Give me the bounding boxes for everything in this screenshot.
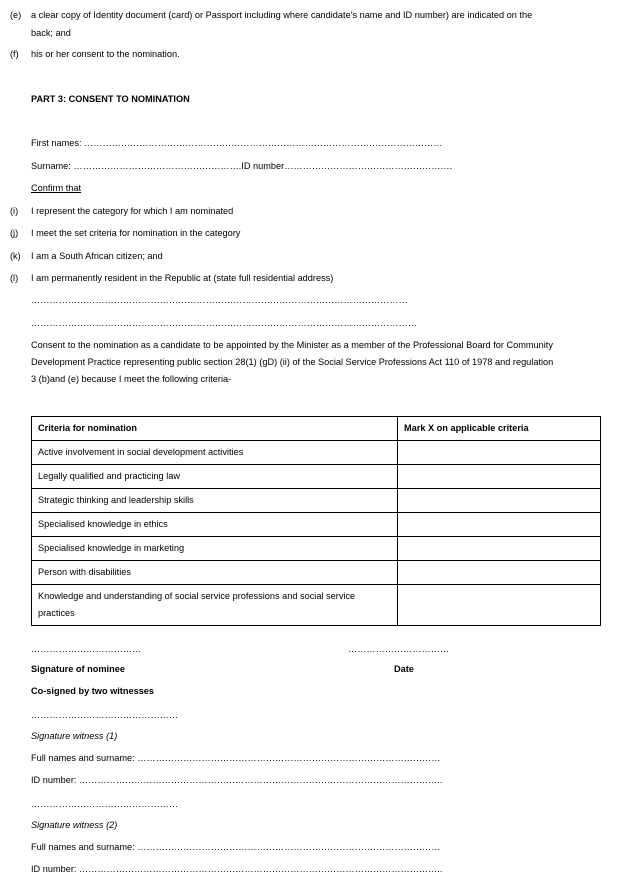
witness1-signature-line: ………………………………………… [31,710,178,720]
criteria-header-row [32,417,601,441]
consent-text-line1: Consent to the nomination as a candidate to be appointed by the Minister as a member of the Professional Board for Community [31,340,553,350]
nominee-signature-line: ……………………………… [31,644,142,654]
item-k-text: I am a South African citizen; and [31,251,163,261]
part3-heading: PART 3: CONSENT TO NOMINATION [31,94,190,104]
criteria-header: Criteria for nomination [32,417,398,441]
item-j-text: I meet the set criteria for nomination in the category [31,228,241,238]
consent-text-line3: 3 (b)and (e) because I meet the following criteria- [31,374,232,384]
item-k-label: (k) [10,251,21,261]
item-f-label: (f) [10,49,19,59]
criteria-cell: Person with disabilities [32,561,398,585]
witness2-id-field: ID number: ……………………………………………………………………………………………………….. [31,864,443,874]
mark-cell[interactable] [398,561,601,585]
witness1-name-field: Full names and surname: ……………………………………………………………………………………… [31,753,441,763]
item-j-label: (j) [10,228,19,238]
surname-id-field: Surname: ……………………………………………….ID number………………………………………………. [31,161,453,171]
address-line-2: ……………………………………………………………………………………………………………… [31,318,417,328]
witness1-id-field: ID number: ……………………………………………………………………………………………………….. [31,775,443,785]
criteria-cell: Legally qualified and practicing law [32,465,398,489]
confirm-that-label: Confirm that [31,183,82,193]
criteria-cell: Strategic thinking and leadership skills [32,489,398,513]
criteria-table [31,416,601,626]
mark-cell[interactable] [398,585,601,626]
mark-cell[interactable] [398,441,601,465]
item-l-text: I am permanently resident in the Republic at (state full residential address) [31,273,334,283]
item-e-text-line1: a clear copy of Identity document (card) or Passport including where candidate's name and ID number) are indicated on the [31,10,533,20]
criteria-cell: Knowledge and understanding of social service professions and social service practices [32,585,398,626]
table-row [32,441,601,465]
item-e-text-line2: back; and [31,28,71,38]
address-line-1: …………………………………………………………………………………………………………… [31,295,408,305]
criteria-cell: Specialised knowledge in marketing [32,537,398,561]
table-row [32,585,601,626]
cosigned-label: Co-signed by two witnesses [31,686,155,696]
mark-header: Mark X on applicable criteria [398,417,601,441]
consent-text-line2: Development Practice representing public section 28(1) (gD) (ii) of the Social Service Professions Act 110 of 1978 and regulation [31,357,554,367]
mark-cell[interactable] [398,537,601,561]
item-f-text: his or her consent to the nomination. [31,49,180,59]
mark-cell[interactable] [398,489,601,513]
table-row [32,465,601,489]
first-names-field: First names: ……………………………………………………………………………………………………… [31,138,443,148]
item-l-label: (l) [10,273,19,283]
criteria-cell: Active involvement in social development activities [32,441,398,465]
witness1-signature-label: Signature witness (1) [31,731,118,741]
mark-cell[interactable] [398,465,601,489]
criteria-cell: Specialised knowledge in ethics [32,513,398,537]
mark-cell[interactable] [398,513,601,537]
table-row [32,489,601,513]
item-e-label: (e) [10,10,22,20]
table-row [32,513,601,537]
table-row [32,561,601,585]
witness2-name-field: Full names and surname: ……………………………………………………………………………………… [31,842,441,852]
item-i-label: (i) [10,206,19,216]
item-i-text: I represent the category for which I am nominated [31,206,234,216]
witness2-signature-label: Signature witness (2) [31,820,118,830]
date-line: …………………………… [348,644,450,654]
witness2-signature-line: ………………………………………… [31,799,178,809]
date-label: Date [394,664,414,674]
table-row [32,537,601,561]
nominee-signature-label: Signature of nominee [31,664,125,674]
